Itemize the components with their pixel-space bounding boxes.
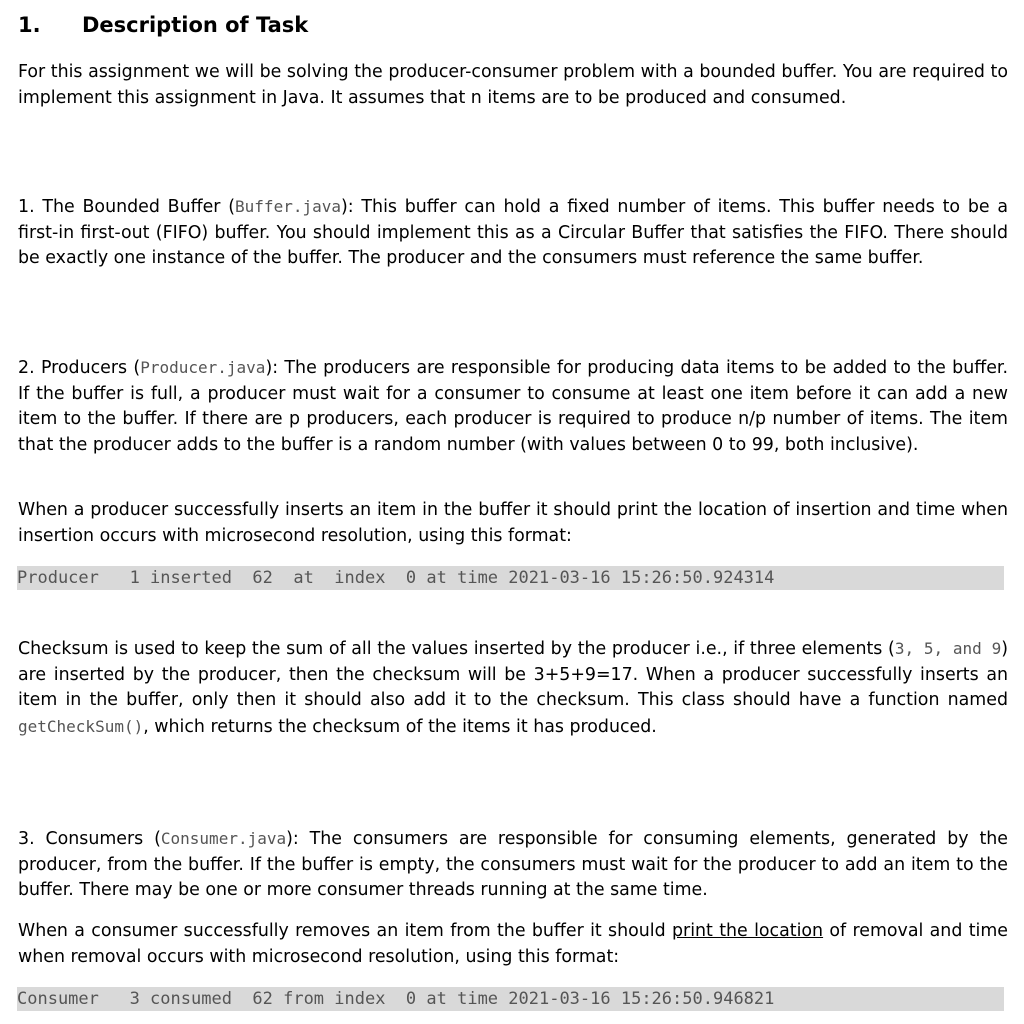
consumer-print-note <box>18 919 1008 970</box>
checksum-part2: ) are inserted by the producer, then the checksum will be 3+5+9=17. When a producer successfully inserts an item in the buffer, only then it should also add it to the checksum. This class should have a function named <box>18 639 1008 710</box>
section-heading <box>18 13 308 37</box>
checksum-example-values: 3, 5, and 9 <box>894 639 1002 658</box>
checksum-paragraph <box>18 636 1008 740</box>
checksum-part1: Checksum is used to keep the sum of all the values inserted by the producer i.e., if three elements ( <box>18 639 895 659</box>
buffer-filename: Buffer.java <box>235 197 341 216</box>
consumer-format-line: Consumer 3 consumed 62 from index 0 at time 2021-03-16 15:26:50.946821 <box>17 987 1004 1011</box>
consumers-description: ): The consumers are responsible for consuming elements, generated by the producer, from the buffer. If the buffer is empty, the consumers must wait for the producer to add an item to the buffer. There may be one or more consumer threads running at the same time. <box>18 829 1008 900</box>
checksum-function-name: getCheckSum() <box>18 716 144 736</box>
consumer-filename: Consumer.java <box>160 829 287 848</box>
buffer-lead: 1. The Bounded Buffer ( <box>18 197 236 217</box>
print-location-link[interactable]: print the location <box>672 921 824 941</box>
intro-paragraph: For this assignment we will be solving the producer-consumer problem with a bounded buffer. You are required to implement this assignment in Java. It assumes that n items are to be produced and consumed. <box>18 62 1008 108</box>
producer-filename: Producer.java <box>140 358 266 377</box>
buffer-description: ): This buffer can hold a fixed number of items. This buffer needs to be a first-in first-out (FIFO) buffer. You should implement this as a Circular Buffer that satisfies the FIFO. There should be exactly one instance of the buffer. The producer and the consumers must reference the same buffer. <box>18 197 1008 268</box>
producers-description: ): The producers are responsible for producing data items to be added to the buffer. If the buffer is full, a producer must wait for a consumer to consume at least one item before it can add a new item to the buffer. If there are p producers, each producer is required to produce n/p number of items. The item that the producer adds to the buffer is a random number (with values between 0 to 99, both inclusive). <box>18 358 1008 455</box>
producers-paragraph <box>18 355 1008 458</box>
producer-print-note: When a producer successfully inserts an item in the buffer it should print the location of insertion and time when insertion occurs with microsecond resolution, using this format: <box>18 500 1008 546</box>
consumers-paragraph <box>18 826 1008 904</box>
section-number: 1. <box>18 13 41 37</box>
buffer-paragraph <box>18 194 1008 272</box>
checksum-part3: , which returns the checksum of the items it has produced. <box>143 716 657 737</box>
consumer-print-part1: When a consumer successfully removes an item from the buffer it should <box>18 921 673 941</box>
consumer-print-part2: of removal and time when removal occurs with microsecond resolution, using this format: <box>18 921 1008 967</box>
section-title: Description of Task <box>82 13 309 37</box>
consumers-lead: 3. Consumers ( <box>18 829 161 849</box>
producers-lead: 2. Producers ( <box>18 358 141 378</box>
producer-format-line: Producer 1 inserted 62 at index 0 at time 2021-03-16 15:26:50.924314 <box>17 566 1004 590</box>
